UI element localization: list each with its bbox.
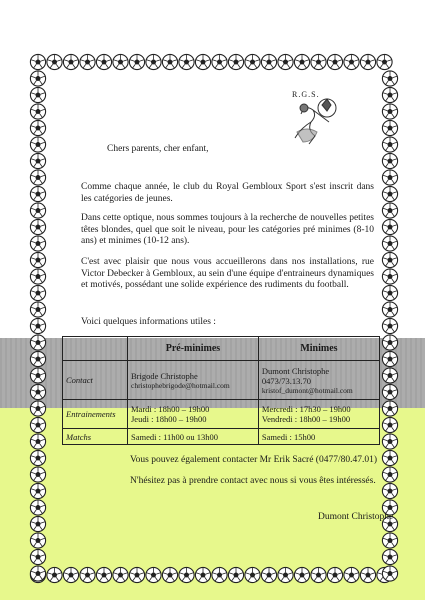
football-border-icon: [30, 203, 45, 218]
football-border-icon: [382, 236, 397, 251]
footer-invite-line: N'hésitez pas à prendre contact avec nous si vous êtes intéressés.: [130, 476, 376, 486]
football-border-icon: [30, 351, 45, 366]
football-border-icon: [382, 302, 397, 317]
football-border-icon: [212, 54, 227, 69]
football-border-icon: [311, 567, 326, 582]
football-border-icon: [344, 54, 359, 69]
football-border-icon: [382, 318, 397, 333]
football-border-icon: [30, 170, 45, 185]
football-border-icon: [382, 450, 397, 465]
football-border-icon: [382, 566, 397, 581]
table-header-empty: [63, 337, 128, 361]
football-border-icon: [30, 104, 45, 119]
football-border-icon: [113, 567, 128, 582]
football-border-icon: [146, 54, 161, 69]
cell-matchs-min: Samedi : 15h00: [258, 429, 379, 445]
football-border-icon: [47, 567, 62, 582]
football-border-icon: [30, 137, 45, 152]
football-border-icon: [30, 335, 45, 350]
football-border-icon: [96, 567, 111, 582]
football-border-icon: [382, 71, 397, 86]
football-border-icon: [382, 219, 397, 234]
football-border-icon: [30, 401, 45, 416]
cell-contact-min: [258, 361, 379, 400]
football-border-icon: [360, 54, 375, 69]
football-border-icon: [30, 566, 45, 581]
football-border-icon: [30, 434, 45, 449]
football-border-icon: [294, 567, 309, 582]
football-border-icon: [382, 252, 397, 267]
football-border-icon: [382, 203, 397, 218]
football-border-icon: [30, 318, 45, 333]
football-border-icon: [382, 467, 397, 482]
football-border-icon: [344, 567, 359, 582]
table-header-row: [63, 337, 380, 361]
football-border-icon: [382, 384, 397, 399]
football-border-icon: [30, 219, 45, 234]
football-border-icon: [327, 54, 342, 69]
table-row-contact: [63, 361, 380, 400]
football-border-icon: [382, 87, 397, 102]
football-border-icon: [311, 54, 326, 69]
football-border-icon: [30, 549, 45, 564]
football-border-icon: [30, 384, 45, 399]
football-border-icon: [30, 71, 45, 86]
football-border-icon: [382, 186, 397, 201]
football-border-icon: [30, 87, 45, 102]
contact-min-email: kristof_dumont@hotmail.com: [261, 385, 353, 395]
football-border-icon: [30, 252, 45, 267]
football-border-icon: [30, 285, 45, 300]
football-border-icon: [228, 567, 243, 582]
football-border-icon: [212, 567, 227, 582]
football-border-icon: [30, 516, 45, 531]
football-border-icon: [360, 567, 375, 582]
paragraph-welcome: C'est avec plaisir que nous vous accueillerons dans nos installations, rue Victor Debecker à Gembloux, au sein d'une équipe d'entraineurs dynamiques et motivés, possédant une solide expérience des rudiments du football.: [81, 257, 374, 291]
football-border-icon: [382, 483, 397, 498]
football-border-icon: [30, 186, 45, 201]
football-border-icon: [382, 269, 397, 284]
football-border-icon: [179, 567, 194, 582]
entr-pre-line2: Jeudi : 18h00 – 19h00: [131, 414, 207, 424]
table-header-pre-minimes: Pré-minimes: [128, 337, 259, 361]
football-border-icon: [96, 54, 111, 69]
football-border-icon: [382, 401, 397, 416]
contact-min-phone: 0473/73.13.70: [261, 375, 312, 386]
football-border-icon: [382, 153, 397, 168]
row-label-matchs: Matchs: [63, 429, 128, 445]
football-border-icon: [30, 54, 45, 69]
football-border-icon: [30, 450, 45, 465]
table-row-entrainements: [63, 400, 380, 429]
football-border-icon: [80, 54, 95, 69]
contact-pre-email: christophebrigode@hotmail.com: [131, 380, 230, 390]
football-border-icon: [382, 368, 397, 383]
football-border-icon: [63, 54, 78, 69]
signature: Dumont Christophe: [318, 512, 394, 522]
football-border-icon: [382, 335, 397, 350]
football-border-icon: [382, 417, 397, 432]
football-border-icon: [30, 533, 45, 548]
football-border-icon: [278, 54, 293, 69]
football-border-icon: [47, 54, 62, 69]
paragraph-search: Dans cette optique, nous sommes toujours à la recherche de nouvelles petites têtes blondes, quel que soit le niveau, pour les catégories pré minimes (8-10 ans) et minimes (10-12 ans).: [81, 213, 374, 247]
table-header-minimes: Minimes: [258, 337, 379, 361]
football-border-icon: [129, 567, 144, 582]
football-border-icon: [162, 567, 177, 582]
football-border-icon: [30, 269, 45, 284]
football-border-icon: [278, 567, 293, 582]
football-border-icon: [30, 120, 45, 135]
contact-min-name: Dumont Christophe: [261, 365, 330, 376]
row-label-contact: Contact: [63, 361, 128, 400]
football-border-icon: [228, 54, 243, 69]
football-border-icon: [382, 104, 397, 119]
football-border-icon: [245, 567, 260, 582]
football-border-icon: [294, 54, 309, 69]
entr-min-line1: Mercredi : 17h30 – 19h00: [261, 404, 351, 414]
football-border-icon: [63, 567, 78, 582]
football-border-icon: [195, 54, 210, 69]
cell-entrainements-min: [258, 400, 379, 429]
football-border-icon: [382, 170, 397, 185]
entr-pre-line1: Mardi : 18h00 – 19h00: [131, 404, 210, 414]
football-border-icon: [195, 567, 210, 582]
football-border-icon: [30, 467, 45, 482]
row-label-entrainements: Entrainements: [63, 400, 128, 429]
football-border-icon: [30, 483, 45, 498]
football-border-icon: [30, 368, 45, 383]
football-border-icon: [382, 137, 397, 152]
logo-lettering: R.G.S.: [292, 90, 320, 99]
football-border-icon: [382, 533, 397, 548]
table-row-matchs: [63, 429, 380, 445]
football-border-icon: [129, 54, 144, 69]
football-border-icon: [30, 417, 45, 432]
football-border-icon: [382, 285, 397, 300]
contact-pre-name: Brigode Christophe: [131, 370, 198, 381]
football-border-icon: [382, 549, 397, 564]
football-border-icon: [146, 567, 161, 582]
cell-entrainements-pre: [128, 400, 259, 429]
football-border-icon: [80, 567, 95, 582]
football-border-icon: [179, 54, 194, 69]
football-border-icon: [245, 54, 260, 69]
football-border-icon: [30, 236, 45, 251]
info-table: [62, 336, 380, 445]
football-border-icon: [162, 54, 177, 69]
paragraph-intro: Comme chaque année, le club du Royal Gembloux Sport s'est inscrit dans les catégories de jeunes.: [81, 182, 374, 204]
football-border-icon: [377, 54, 392, 69]
football-border-icon: [113, 54, 128, 69]
football-border-icon: [30, 153, 45, 168]
football-border-icon: [261, 567, 276, 582]
football-border-icon: [261, 54, 276, 69]
entr-min-line2: Vendredi : 18h00 – 19h00: [261, 414, 351, 424]
cell-matchs-pre: Samedi : 11h00 ou 13h00: [128, 429, 259, 445]
football-border-icon: [30, 500, 45, 515]
football-border-icon: [327, 567, 342, 582]
football-border-icon: [30, 302, 45, 317]
cell-contact-pre: [128, 361, 259, 400]
football-border-icon: [382, 434, 397, 449]
info-intro: Voici quelques informations utiles :: [81, 317, 216, 327]
football-border-icon: [382, 351, 397, 366]
footer-contact-line: Vous pouvez également contacter Mr Erik Sacré (0477/80.47.01): [130, 455, 378, 465]
football-border-icon: [382, 120, 397, 135]
greeting: Chers parents, cher enfant,: [107, 144, 209, 154]
